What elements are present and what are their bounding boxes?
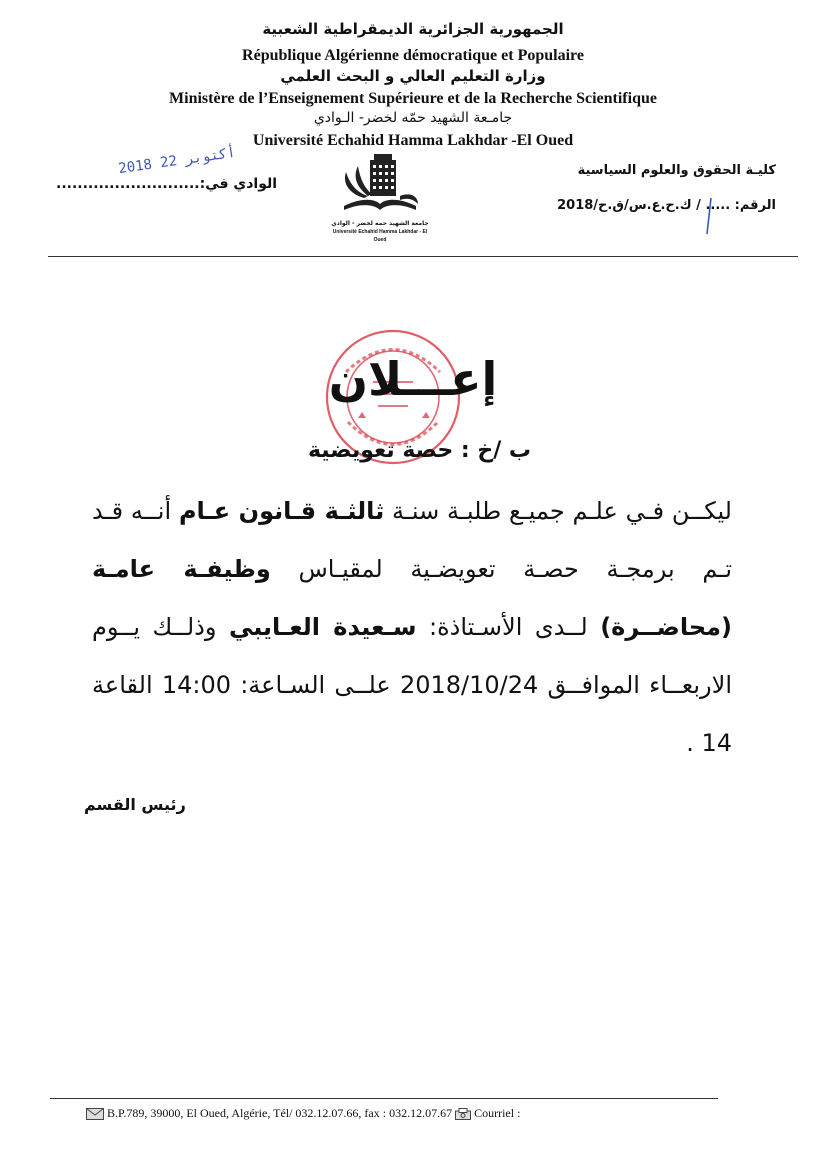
university-arabic: جامـعة الشهيد حمّه لخضر- الـوادي bbox=[313, 110, 513, 126]
reference-number: الرقم: ..... / ك.ح.ع.س/ق.ح/2018 bbox=[557, 198, 776, 213]
footer-contact bbox=[86, 1106, 520, 1121]
body-part-1: ليكــن فـي علـم جميـع طلبـة سنـة bbox=[384, 497, 732, 525]
logo-caption-arabic: جامعة الشهيد حمه لخضر - الوادي bbox=[331, 220, 429, 227]
republic-arabic: الجمهورية الجزائرية الديمقراطية الشعبية bbox=[262, 20, 564, 38]
received-date-stamp: 2018 أكتوبر 22 bbox=[117, 144, 237, 178]
professor-name: سـعيدة العـايبي bbox=[228, 613, 417, 641]
department-head-signature: رئيس القسم bbox=[84, 795, 186, 814]
logo-caption bbox=[330, 220, 430, 244]
faculty-name: كليـة الحقوق والعلوم السياسية bbox=[577, 163, 776, 178]
notice-body bbox=[92, 482, 732, 772]
footer-courriel: Courriel : bbox=[474, 1106, 521, 1120]
notice-title: إعـــلان bbox=[328, 352, 498, 406]
header-divider bbox=[48, 256, 798, 257]
republic-french: République Algérienne démocratique et Populaire bbox=[242, 47, 584, 64]
footer-divider bbox=[50, 1098, 718, 1099]
pen-mark bbox=[704, 196, 714, 236]
fax-icon bbox=[455, 1108, 471, 1120]
notice-subject: ب /خ : حصة تعويضية bbox=[307, 438, 531, 463]
body-part-5: لــدى الأسـتاذة: bbox=[416, 613, 601, 641]
body-part-7: وذلــك يــوم الاربعــاء الموافــق 2018/10/24 علــى السـاعة: 14:00 القاعة 14 . bbox=[92, 613, 732, 757]
ministry-arabic: وزارة التعليم العالي و البحث العلمي bbox=[280, 67, 546, 85]
logo-caption-french: Université Echahid Hamma Lakhdar - El Oued bbox=[332, 229, 428, 243]
envelope-icon bbox=[86, 1108, 104, 1120]
university-french: Université Echahid Hamma Lakhdar -El Oued bbox=[252, 132, 574, 149]
ministry-french: Ministère de l’Enseignement Supérieure et de la Recherche Scientifique bbox=[169, 90, 657, 107]
body-part-3: أنــه قـد تـم برمجـة حصـة تعويضـية لمقيـاس bbox=[92, 497, 733, 583]
study-year: ثالثـة قـانون عـام bbox=[178, 497, 385, 525]
course-name: وظيفـة عامـة (محاضــرة) bbox=[92, 555, 733, 641]
footer-address: B.P.789, 39000, El Oued, Algérie, Tél/ 032.12.07.66, fax : 032.12.07.67 bbox=[107, 1106, 453, 1120]
date-label: الوادي في:........................... bbox=[56, 176, 278, 192]
